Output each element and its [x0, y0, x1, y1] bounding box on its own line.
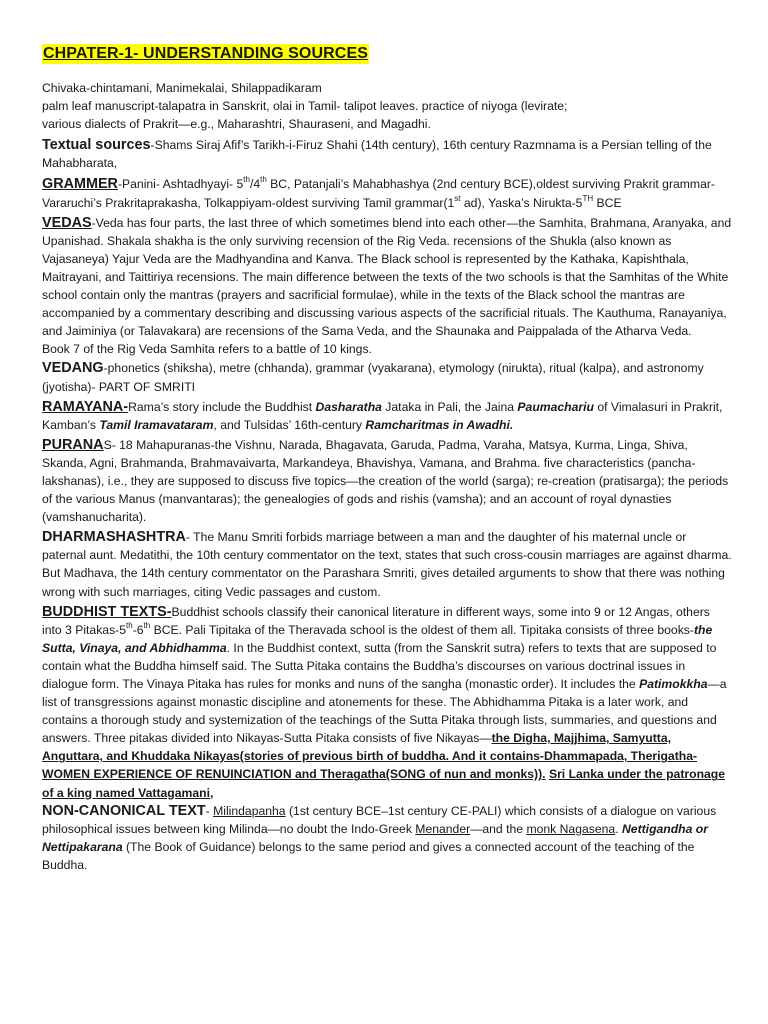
grammer-text-3: BC, Patanjali’s Mahabhashya (2nd century BCE),oldest surviving Prakrit grammar-Vararuchi’s Prakritaprakasha, Tolkappiyam-oldest surviving Tamil grammar(1 — [42, 177, 715, 210]
puranas-paragraph — [42, 436, 732, 526]
grammer-heading: GRAMMER — [42, 176, 118, 193]
buddhist-sup-2: th — [143, 620, 151, 630]
ramayana-italic-4: Ramcharitmas in Awadhi. — [365, 417, 514, 432]
buddhist-texts-heading: BUDDHIST TEXTS- — [42, 603, 172, 620]
dharmashashtra-paragraph — [42, 528, 732, 600]
puranas-text: - 18 Mahapuranas-the Vishnu, Narada, Bhagavata, Garuda, Padma, Varaha, Matsya, Kurma, Linga, Shiva, Skanda, Agni, Brahmanda, Brahmavaivarta, Markandeya, Bhavishya, Vamana, and Brahma. five characteristics (pancha-lakshanas), i.e., they are supposed to discuss five topics—the creation of the world (sarga); re-creation (pratisarga); the periods of the various Manus (manvantaras); the genealogies of gods and rishis (vamsha); and an account of royal dynasties (vamshanucharita). — [42, 437, 729, 525]
non-canonical-text-3: —and the — [470, 821, 527, 836]
buddhist-text-2: -6 — [132, 622, 144, 637]
non-canonical-underline-3: monk Nagasena — [526, 821, 616, 836]
buddhist-nikayas-text: the Digha, Majjhima, Samyutta, Anguttara, and Khuddaka Nikayas(stories of previous birth of buddha. And it contains-Dhammapada, Therigatha-WOMEN EXPERIENCE OF RENUINCIATION and Theragatha(SONG of nun and monks)). — [42, 731, 698, 782]
ramayana-text-2: Jataka in Pali, the Jaina — [381, 399, 518, 414]
ramayana-text-1: Rama’s story include the Buddhist — [128, 399, 316, 414]
textual-sources-heading: Textual sources — [42, 137, 151, 154]
buddhist-texts-paragraph — [42, 603, 732, 802]
dharmashashtra-heading: DHARMASHASHTRA — [42, 529, 186, 546]
grammer-sup-4: TH — [582, 193, 594, 203]
ramayana-italic-1: Dasharatha — [315, 399, 382, 414]
document-body — [42, 79, 732, 874]
vedas-text: -Veda has four parts, the last three of which sometimes blend into each other—the Samhita, Brahmana, Aranyaka, and Upanishad. Shakala shakha is the only surviving recension of the Rig Veda. recensions of the Shukla (also known as Vajasaneya) Yajur Veda are the Madhyandina and Kanva. The Black school is represented by the Kathaka, Kapishthala, Maitrayani, and Taittiriya recensions. The main difference between the texts of the two schools is that the Samhitas of the White school contain only the mantras (prayers and sacrificial formulae), while in the texts of the Black school the mantras are accompanied by a commentary describing and discussing various aspects of the sacrificial rituals. The Kauthuma, Ranayaniya, and Jaiminiya (or Talavakara) are recensions of the Sama Veda, and the Shaunaka and Paippalada of the Atharva Veda. — [42, 215, 732, 339]
ramayana-heading: RAMAYANA- — [42, 398, 129, 415]
ramayana-italic-2: Paumachariu — [517, 399, 594, 414]
vedas-book-line: Book 7 of the Rig Veda Samhita refers to a battle of 10 kings. — [42, 342, 372, 357]
ramayana-paragraph — [42, 398, 732, 434]
vedang-paragraph — [42, 359, 732, 395]
non-canonical-heading: NON-CANONICAL TEXT — [42, 802, 206, 819]
ramayana-text-4: , and Tulsidas’ 16th-century — [213, 417, 366, 432]
vedang-heading: VEDANG — [42, 360, 104, 377]
buddhist-text-5: —a list of transgressions against monastic discipline and atonements for these. The Abhidhamma Pitaka is a later work, and contains a thorough study and systemization of the teachings of the Sutta Pitaka through lists, summaries, and questions and answers. Three pitakas divided into Nikayas-Sutta Pitaka consists of five Nikayas— — [42, 677, 727, 746]
grammer-sup-3: st — [454, 193, 461, 203]
grammer-text-1: -Panini- Ashtadhyayi- 5 — [117, 177, 244, 192]
buddhist-sup-1: th — [126, 620, 133, 630]
ramayana-text-3: of Vimalasuri in Prakrit, Kamban’s — [42, 399, 723, 432]
buddhist-italic-1: the Sutta, Vinaya, and Abhidhamma — [42, 622, 713, 655]
non-canonical-text-5: (The Book of Guidance) belongs to the same period and gives a connected account of the teaching of the Buddha. — [42, 839, 695, 872]
non-canonical-underline-1: Milindapanha — [213, 803, 286, 818]
grammer-sup-1: th — [243, 175, 250, 185]
buddhist-text-3: BCE. Pali Tipitaka of the Theravada school is the oldest of them all. Tipitaka consists of three books- — [150, 622, 694, 637]
grammer-text-4: ad), Yaska’s Nirukta-5 — [460, 195, 583, 210]
puranas-heading: PURANA — [42, 436, 104, 453]
non-canonical-paragraph — [42, 802, 732, 874]
grammer-sup-2: th — [260, 175, 267, 185]
vedas-paragraph — [42, 214, 732, 341]
textual-sources-paragraph — [42, 136, 732, 172]
ramayana-italic-3: Tamil Iramavataram — [99, 417, 214, 432]
non-canonical-text-2: (1st century BCE–1st century CE-PALI) which consists of a dialogue on various philosophical issues between king Milinda—no doubt the Indo-Greek — [42, 803, 717, 836]
grammer-text-5: BCE — [593, 195, 622, 210]
non-canonical-underline-2: Menander — [415, 821, 471, 836]
puranas-heading-suffix: S — [103, 437, 112, 452]
grammer-text-2: /4 — [249, 177, 261, 192]
grammer-paragraph — [42, 175, 732, 211]
non-canonical-text-4: . — [615, 821, 622, 836]
textual-sources-text: -Shams Siraj Afif’s Tarikh-i-Firuz Shahi (14th century), 16th century Razmnama is a Persian telling of the Mahabharata, — [42, 138, 712, 171]
intro-line-2: palm leaf manuscript-talapatra in Sanskrit, olai in Tamil- talipot leaves. practice of niyoga (levirate; — [42, 99, 568, 114]
buddhist-text-4: . In the Buddhist context, sutta (from the Sanskrit sutra) refers to texts that are supposed to contain what the Buddha himself said. The Sutta Pitaka contains the Buddha’s discourses on various doctrinal issues in dialogue form. The Vinaya Pitaka has rules for monks and nuns of the sangha (monastic order). It includes the — [42, 640, 717, 691]
intro-line-3: various dialects of Prakrit—e.g., Maharashtri, Shauraseni, and Magadhi. — [42, 117, 431, 132]
intro-line-1: Chivaka-chintamani, Manimekalai, Shilappadikaram — [42, 81, 322, 95]
chapter-title: CHPATER-1- UNDERSTANDING SOURCES — [43, 45, 368, 62]
buddhist-italic-2: Patimokkha — [639, 677, 708, 691]
non-canonical-italic-1: Nettigandha or Nettipakarana — [42, 821, 708, 854]
dharmashashtra-text: - The Manu Smriti forbids marriage between a man and the daughter of his maternal uncle or paternal aunt. Medatithi, the 10th century commentator on the text, states that such cross-cousin marriages are against dharma. But Madhava, the 14th century commentator on the Parashara Smriti, gives detailed arguments to show that there was nothing wrong with such marriages, citing Vedic passages and custom. — [42, 530, 732, 599]
buddhist-sri-lanka-text: Sri Lanka under the patronage of a king named Vattagamani, — [42, 767, 726, 800]
buddhist-text-1: Buddhist schools classify their canonical literature in different ways, some into 9 or 12 Angas, others into 3 Pitakas-5 — [42, 604, 710, 637]
non-canonical-text-1: - — [205, 803, 214, 818]
vedang-text: -phonetics (shiksha), metre (chhanda), grammar (vyakarana), etymology (nirukta), ritual (kalpa), and astronomy (jyotisha)- PART OF SMRITI — [42, 361, 704, 394]
vedas-heading: VEDAS — [42, 214, 92, 231]
